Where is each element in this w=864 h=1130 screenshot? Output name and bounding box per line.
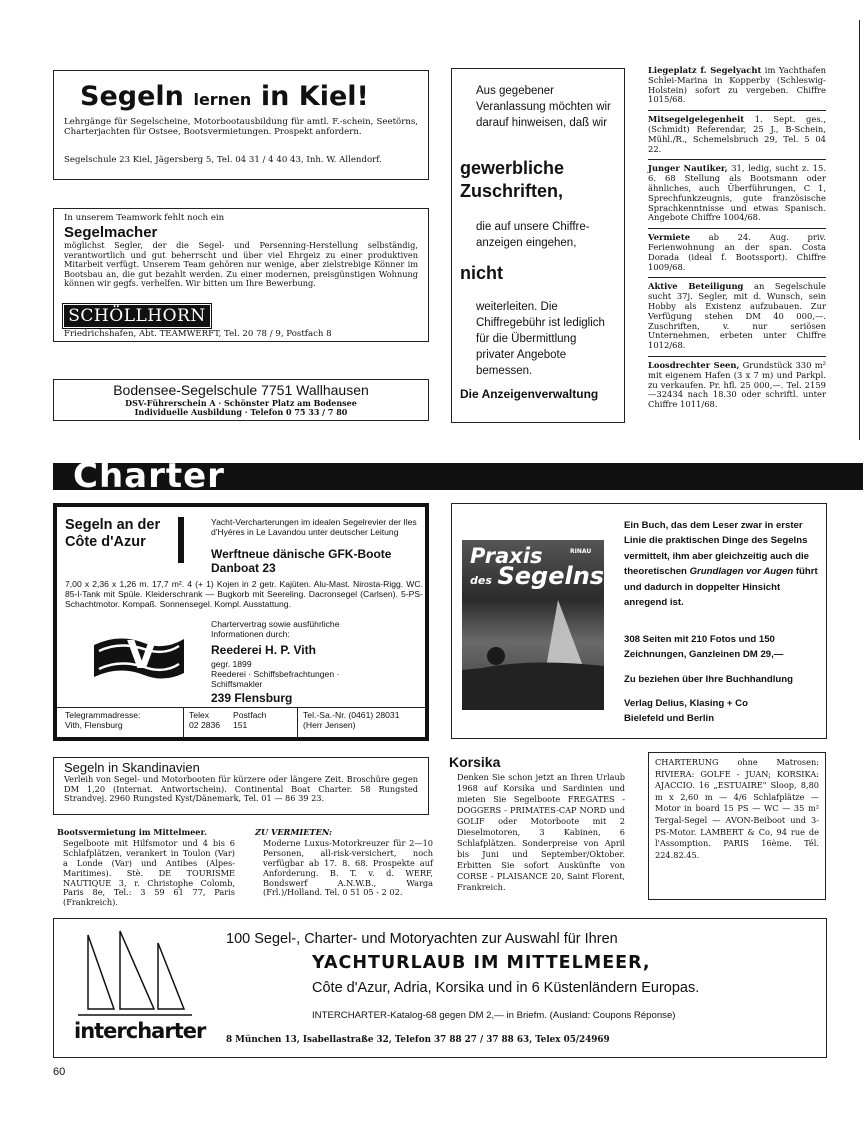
book-publisher2: Bielefeld und Berlin xyxy=(624,713,715,724)
book-text xyxy=(624,518,818,610)
classified-head: Vermiete xyxy=(648,232,691,243)
classified-item xyxy=(648,282,826,357)
classifieds-column xyxy=(648,66,826,410)
vith-post-label: Postfach xyxy=(233,710,267,720)
intercharter-address: 8 München 13, Isabellastraße 32, Telefon 37 88 27 / 37 88 63, Telex 05/24969 xyxy=(226,1035,610,1045)
vith-tel-label: Tel.-Sa.-Nr. (0461) 28031 xyxy=(303,710,400,720)
classified-text: 31, ledig, sucht z. 15. 6. 68 Stellung als Bootsmann oder ähnliches, auch Überführungen, C 1, Sprechfunkzeugnis, gute französische Sprachkenntnisse und etwas Spanisch. Angebote Chiffre 1004/68. xyxy=(648,163,826,223)
book-text1-italic: Grundlagen vor Augen xyxy=(689,566,794,578)
intercharter-sails-icon xyxy=(74,929,196,1021)
intercharter-line4: INTERCHARTER-Katalog-68 gegen DM 2,— in Briefm. (Ausland: Coupons Réponse) xyxy=(312,1010,676,1021)
mittelmeer-body: Segelboote mit Hilfsmotor und 4 bis 6 Schlafplätzen, verankert in Toulon (Var) a Londe (Var) und Antibes (Alpes-Maritimes). Stè. DE TOURISME NAUTIQUE 3, r. Christophe Colomb, Paris 8e, Tel.: 3 59 61 77, Paris (Frankreich). xyxy=(63,838,235,908)
vith-logo-letter: V xyxy=(127,633,157,677)
korsika-ad xyxy=(449,754,627,893)
vith-tel-value: (Herr Jensen) xyxy=(303,720,356,730)
vith-footer-divider xyxy=(297,707,298,737)
vith-services: Reederei · Schiffsbefrachtungen · Schiffsmakler xyxy=(211,669,340,689)
classified-text: Grundstück 330 m² mit eigenem Hafen (3 x 7 m) und Parkpl. zu verkaufen. Pr. hfl. 25 000,—. Tel. 2159—32434 nach 18.30 oder schriftl. unter Chiffre 1011/68. xyxy=(648,359,826,410)
bodensee-line1: DSV-Führerschein A · Schönster Platz am Bodensee xyxy=(125,398,357,408)
kiel-ad xyxy=(53,70,429,180)
vith-intro: Yacht-Vercharterungen im idealen Segelrevier der Iles d'Hyères in Le Lavandou unter deutscher Leitung xyxy=(211,517,417,537)
kiel-address: Segelschule 23 Kiel, Jägersberg 5, Tel. 04 31 / 4 40 43, Inh. W. Allendorf. xyxy=(64,155,382,165)
book-cover-title1: Praxis xyxy=(470,544,543,568)
charterung-body: CHARTERUNG ohne Matrosen: RIVIERA: GOLFE - JUAN; KORSIKA: AJACCIO. 16 „ESTUAIRE" Sloop, 8,80 m x 2,60 m — 4/6 Schlafplätze — Motor in board 15 PS — WC — 35 m² Tergal-Segel — AVON-Beiboot und 3-PS-Motor. LAMBERT & Co, 94 rue de l'Assomption. PARIS 16ème. Tél. 224.82.45. xyxy=(655,757,819,860)
schoellhorn-ad xyxy=(53,208,429,342)
page-number: 60 xyxy=(53,1066,66,1078)
book-cover-title3: Segelns xyxy=(497,562,604,590)
intercharter-line3: Côte d'Azur, Adria, Korsika und in 6 Küstenländern Europas. xyxy=(312,980,700,996)
vith-city: 239 Flensburg xyxy=(211,691,293,705)
vith-title: Segeln an der Côte d'Azur xyxy=(65,517,161,550)
kiel-headline xyxy=(80,81,369,112)
book-text1-end: führt und dadurch in doppelter Hinsicht anregend ist. xyxy=(624,566,818,609)
classified-head: Loosdrechter Seen, xyxy=(648,359,740,370)
book-cover-title-row xyxy=(470,562,604,591)
notice-mid: die auf unsere Chiffre-anzeigen eingehen, xyxy=(476,221,590,249)
classified-item xyxy=(648,233,826,278)
book-text3: Zu beziehen über Ihre Buchhandlung xyxy=(624,674,793,685)
notice-intro: Aus gegebener Veranlassung möchten wir darauf hinweisen, daß wir xyxy=(476,85,611,129)
column-rule xyxy=(859,20,860,440)
mittelmeer-title: Bootsvermietung im Mittelmeer. xyxy=(57,827,207,837)
classified-item xyxy=(648,164,826,229)
kiel-headline-a: Segeln xyxy=(80,81,184,112)
classified-item xyxy=(648,115,826,160)
kiel-body: Lehrgänge für Segelscheine, Motorbootausbildung für amtl. F.-schein, Seetörns, Charterjachten für Ostsee, Bootsvermietungen. Prospekt anfordern. xyxy=(64,117,418,138)
schoellhorn-address: Friedrichshafen, Abt. TEAMWERFT, Tel. 20 78 / 9, Postfach 8 xyxy=(64,329,332,339)
vermieten-body: Moderne Luxus-Motorkreuzer für 2—10 Personen, all-risk-versichert, noch verfügbar ab 17. 8. 68. Prospekte auf Anforderung. B. T. v. d. WERF, Bondswerf A.N.W.B., Warga (Frl.)/Holland. Tel. 0 51 05 - 2 02. xyxy=(263,838,433,898)
notice-rest: weiterleiten. Die Chiffregebühr ist lediglich für die Übermittlung privater Angebote bemessen. xyxy=(476,301,605,377)
vermieten-ad xyxy=(255,827,433,898)
classified-head: Mitsegelgelegenheit xyxy=(648,114,745,125)
intercharter-line2: YACHTURLAUB IM MITTELMEER, xyxy=(312,953,651,973)
bodensee-title: Bodensee-Segelschule 7751 Wallhausen xyxy=(113,382,369,398)
schoellhorn-intro: In unserem Teamwork fehlt noch ein xyxy=(64,213,225,223)
classified-item xyxy=(648,361,826,410)
classified-text: an Segelschule sucht 37j. Segler, mit d. Wunsch, sein Hobby als Existenz aufzubauen. Zur Verfügung stehen DM 40 000,—. Zuschriften, v. nur seriösen Unternehmen, erbeten unter Chiffre 1012/68. xyxy=(648,281,826,351)
vith-tg-value: Vith, Flensburg xyxy=(65,720,123,730)
vith-post-value: 151 xyxy=(233,720,248,730)
mittelmeer-ad xyxy=(57,827,237,908)
kiel-headline-b: lernen xyxy=(193,90,252,109)
book-text1: Ein Buch, das dem Leser zwar in erster Linie die praktischen Dinge des Segelns vermittelt, ihm aber gleichzeitig auch die theoretischen xyxy=(624,520,809,578)
classified-text: im Yachthafen Schlei-Marina in Kopperby (Schleswig-Holstein) sofort zu vergeben. Chiffre 1015/68. xyxy=(648,65,826,105)
book-cover xyxy=(462,540,604,710)
notice-big2: nicht xyxy=(460,263,503,283)
book-cover-title2: des xyxy=(470,574,492,587)
intercharter-ad xyxy=(53,918,827,1058)
book-text2: 308 Seiten mit 210 Fotos und 150 Zeichnungen, Ganzleinen DM 29,— xyxy=(624,634,784,661)
vith-footer-divider xyxy=(183,707,184,737)
schoellhorn-title: Segelmacher xyxy=(64,224,158,241)
bodensee-line2: Individuelle Ausbildung · Telefon 0 75 33 / 7 80 xyxy=(134,407,348,417)
schoellhorn-body: möglichst Segler, der die Segel- und Persenning-Herstellung selbständig, verantwortlich und gut beherrscht und über viel Ehrgeiz zu einer produktiven Mitarbeit verfügt. Unserem Team gehören nur wenige, aber zielstrebige Könner im Bootsbau an, die gut bezahlt werden. Zu einer modernen, preisgünstigen Wohnung können wir gegfs. verhelfen. Wir bitten um Ihre Bewerbung. xyxy=(64,240,418,289)
vith-contract: Chartervertrag sowie ausführliche Informationen durch: xyxy=(211,619,340,639)
vith-telex-label: Telex xyxy=(189,710,210,720)
section-title: Charter xyxy=(73,456,225,496)
charterung-ad xyxy=(648,752,826,900)
classified-head: Aktive Beteiligung xyxy=(648,281,744,292)
schoellhorn-logo xyxy=(64,305,210,327)
notice-sign: Die Anzeigenverwaltung xyxy=(460,387,599,401)
intercharter-line1: 100 Segel-, Charter- und Motoryachten zur Auswahl für Ihren xyxy=(226,931,618,947)
book-publisher: Verlag Delius, Klasing + Co xyxy=(624,698,748,709)
vith-boat: Werftneue dänische GFK-Boote Danboat 23 xyxy=(211,547,392,575)
book-cover-brand: RINAU xyxy=(570,548,592,555)
kiel-headline-c: in Kiel! xyxy=(260,81,369,112)
skandinavien-title: Segeln in Skandinavien xyxy=(64,760,200,775)
skandinavien-ad xyxy=(53,757,429,815)
vith-footer-rule xyxy=(57,707,425,708)
vith-divider xyxy=(178,517,184,563)
skandinavien-body: Verleih von Segel- und Motorbooten für kürzere oder längere Zeit. Broschüre gegen DM 1,20 (Internat. Antwortschein). Continental Boat Charter. 58 Rungsted Strandvej. 2960 Rungsted Kyst/Dänemark, Tel. 01 — 86 39 23. xyxy=(64,774,418,804)
intercharter-logo xyxy=(74,929,206,1049)
vith-company: Reederei H. P. Vith xyxy=(211,643,316,657)
charter-banner xyxy=(53,456,863,496)
notice-big1: gewerbliche Zuschriften, xyxy=(460,158,565,201)
vermieten-title: ZU VERMIETEN: xyxy=(255,827,333,837)
schoellhorn-logo-text: SCHÖLLHORN xyxy=(68,306,206,326)
vith-tel xyxy=(303,710,423,730)
vith-ad xyxy=(53,503,429,741)
vith-tg xyxy=(65,710,175,730)
classified-text: 1. Sept. ges., (Schmidt) Referendar, 25 J., B-Schein, Mühl./R., Schemelsbruch 29, Tel. 5 04 22. xyxy=(648,114,826,154)
classified-head: Liegeplatz f. Segelyacht xyxy=(648,65,762,75)
vith-logo xyxy=(89,629,189,685)
intercharter-logo-text: intercharter xyxy=(74,1019,206,1043)
book-ad xyxy=(451,503,827,739)
classified-item xyxy=(648,66,826,111)
vith-tg-label: Telegrammadresse: xyxy=(65,710,141,720)
classified-head: Junger Nautiker, xyxy=(648,163,728,174)
vith-post xyxy=(233,710,266,730)
vith-founded: gegr. 1899 xyxy=(211,659,252,669)
bodensee-ad xyxy=(53,379,429,421)
vith-specs: 7,00 x 2,36 x 1,26 m. 17,7 m². 4 (+ 1) Kojen in 2 getr. Kajüten. Alu-Mast. Nirosta-Rigg. WC. 85-l-Tank mit Spüle. Kleiderschrank — Bugkorb mit Seereling. Dacronsegel (Carlsen). 5-PS-Schachtmotor. Kompaß. Sonnensegel. Kompl. Ausstattung. xyxy=(65,579,423,609)
vith-telex xyxy=(189,710,220,730)
korsika-title: Korsika xyxy=(449,754,501,770)
vith-telex-value: 02 2836 xyxy=(189,720,221,730)
classified-text: ab 24. Aug. priv. Ferienwohnung an der span. Costa Dorada (ideal f. Bootssport). Chiffre 1009/68. xyxy=(648,232,826,272)
korsika-body: Denken Sie schon jetzt an Ihren Urlaub 1968 auf Korsika und Sardinien und mieten Sie Segelboote FREGATES - DOGGERS - PRIMATES-CAP NORD und GOLIF oder Motorboote mit 2 Dieselmotoren, 3 Kabinen, 6 Schlafplätzen. Sonderpreise von April bis Juni und September/Oktober. Erbitten Sie sofort Auskünfte von CORSE - PLAISANCE 20, Saint Florent, Frankreich. xyxy=(457,772,625,892)
notice-box xyxy=(451,68,625,423)
